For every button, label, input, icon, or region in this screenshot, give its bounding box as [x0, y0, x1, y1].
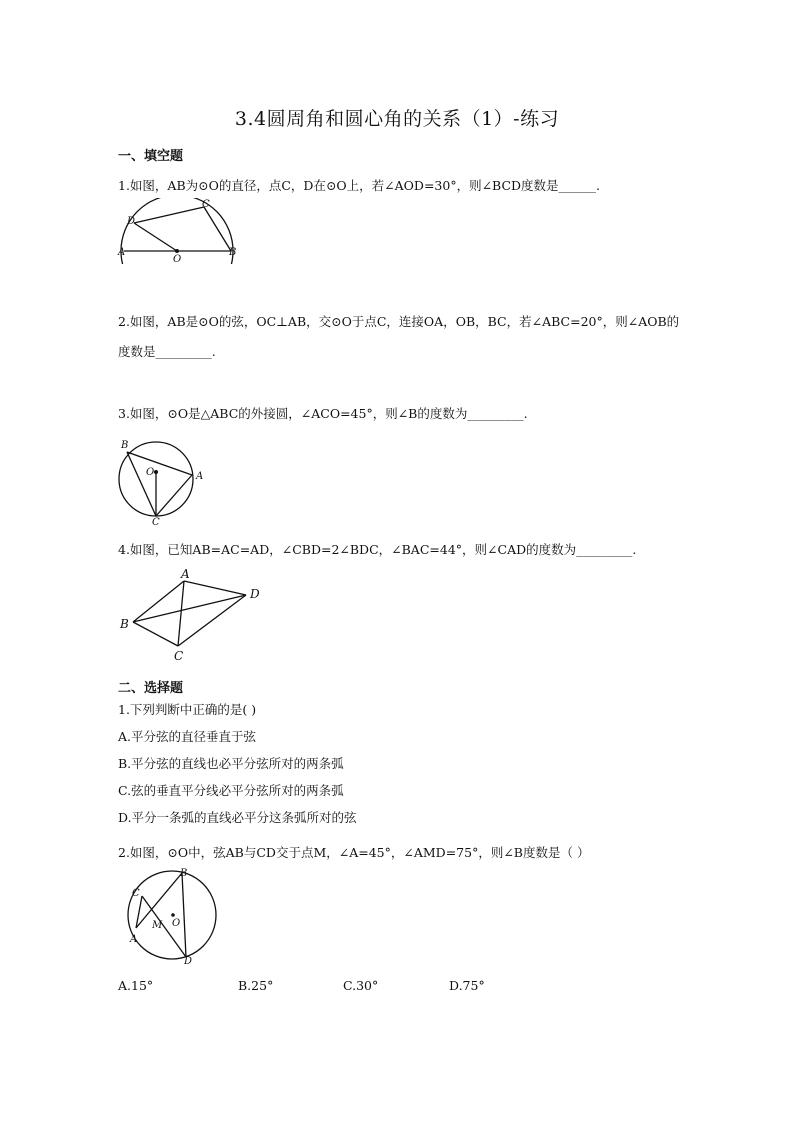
label-C: C — [152, 517, 160, 526]
label-A: A — [130, 934, 138, 945]
label-O: O — [146, 467, 155, 478]
label-C: C — [202, 199, 210, 210]
choice2-option-a: A.15° — [118, 978, 154, 993]
choice2-option-b: B.25° — [238, 978, 274, 993]
section-fill-heading: 一、填空题 — [118, 149, 184, 164]
fill-question-2-line2: 度数是_________. — [118, 344, 216, 359]
label-B: B — [180, 868, 188, 879]
fill-question-4: 4.如图，已知AB=AC=AD，∠CBD=2∠BDC，∠BAC=44°，则∠CAD的度数为_________. — [118, 542, 637, 557]
section-choice-heading: 二、选择题 — [118, 681, 184, 696]
label-B: B — [120, 617, 129, 631]
choice2-option-d: D.75° — [449, 978, 485, 993]
label-M: M — [152, 920, 163, 931]
fill-question-3: 3.如图，⊙O是△ABC的外接圆，∠ACO=45°，则∠B的度数为_________. — [118, 406, 528, 421]
choice1-option-b: B.平分弦的直线也必平分弦所对的两条弧 — [118, 756, 344, 771]
label-D: D — [127, 216, 136, 227]
choice2-option-c: C.30° — [343, 978, 379, 993]
figure-5-intersecting-chords — [120, 866, 220, 970]
fill-question-1: 1.如图，AB为⊙O的直径，点C，D在⊙O上，若∠AOD=30°，则∠BCD度数是______. — [118, 178, 601, 193]
label-C: C — [174, 649, 184, 663]
choice-question-2: 2.如图，⊙O中，弦AB与CD交于点M，∠A=45°，∠AMD=75°，则∠B度数是（ ） — [118, 845, 590, 860]
label-D: D — [250, 587, 260, 601]
choice1-option-d: D.平分一条弧的直线必平分这条弧所对的弦 — [118, 810, 357, 825]
label-C: C — [132, 888, 140, 899]
page-title: 3.4圆周角和圆心角的关系（1）-练习 — [234, 108, 560, 130]
figure-3-circumcircle — [114, 434, 210, 526]
label-B: B — [229, 247, 237, 258]
figure-1-circle-diameter — [116, 198, 242, 268]
figure-4-quadrilateral — [116, 566, 266, 664]
choice-question-1: 1.下列判断中正确的是( ) — [118, 702, 257, 717]
label-O: O — [173, 254, 182, 265]
fill-question-2-line1: 2.如图，AB是⊙O的弦，OC⊥AB，交⊙O于点C，连接OA，OB，BC，若∠ABC=20°，则∠AOB的 — [118, 314, 680, 329]
label-D: D — [184, 956, 193, 967]
label-A: A — [196, 471, 204, 482]
choice1-option-a: A.平分弦的直径垂直于弦 — [118, 729, 257, 744]
label-A: A — [181, 567, 190, 581]
label-A: A — [118, 247, 126, 258]
label-O: O — [172, 918, 181, 929]
label-B: B — [121, 440, 129, 451]
choice1-option-c: C.弦的垂直平分线必平分弦所对的两条弧 — [118, 783, 344, 798]
